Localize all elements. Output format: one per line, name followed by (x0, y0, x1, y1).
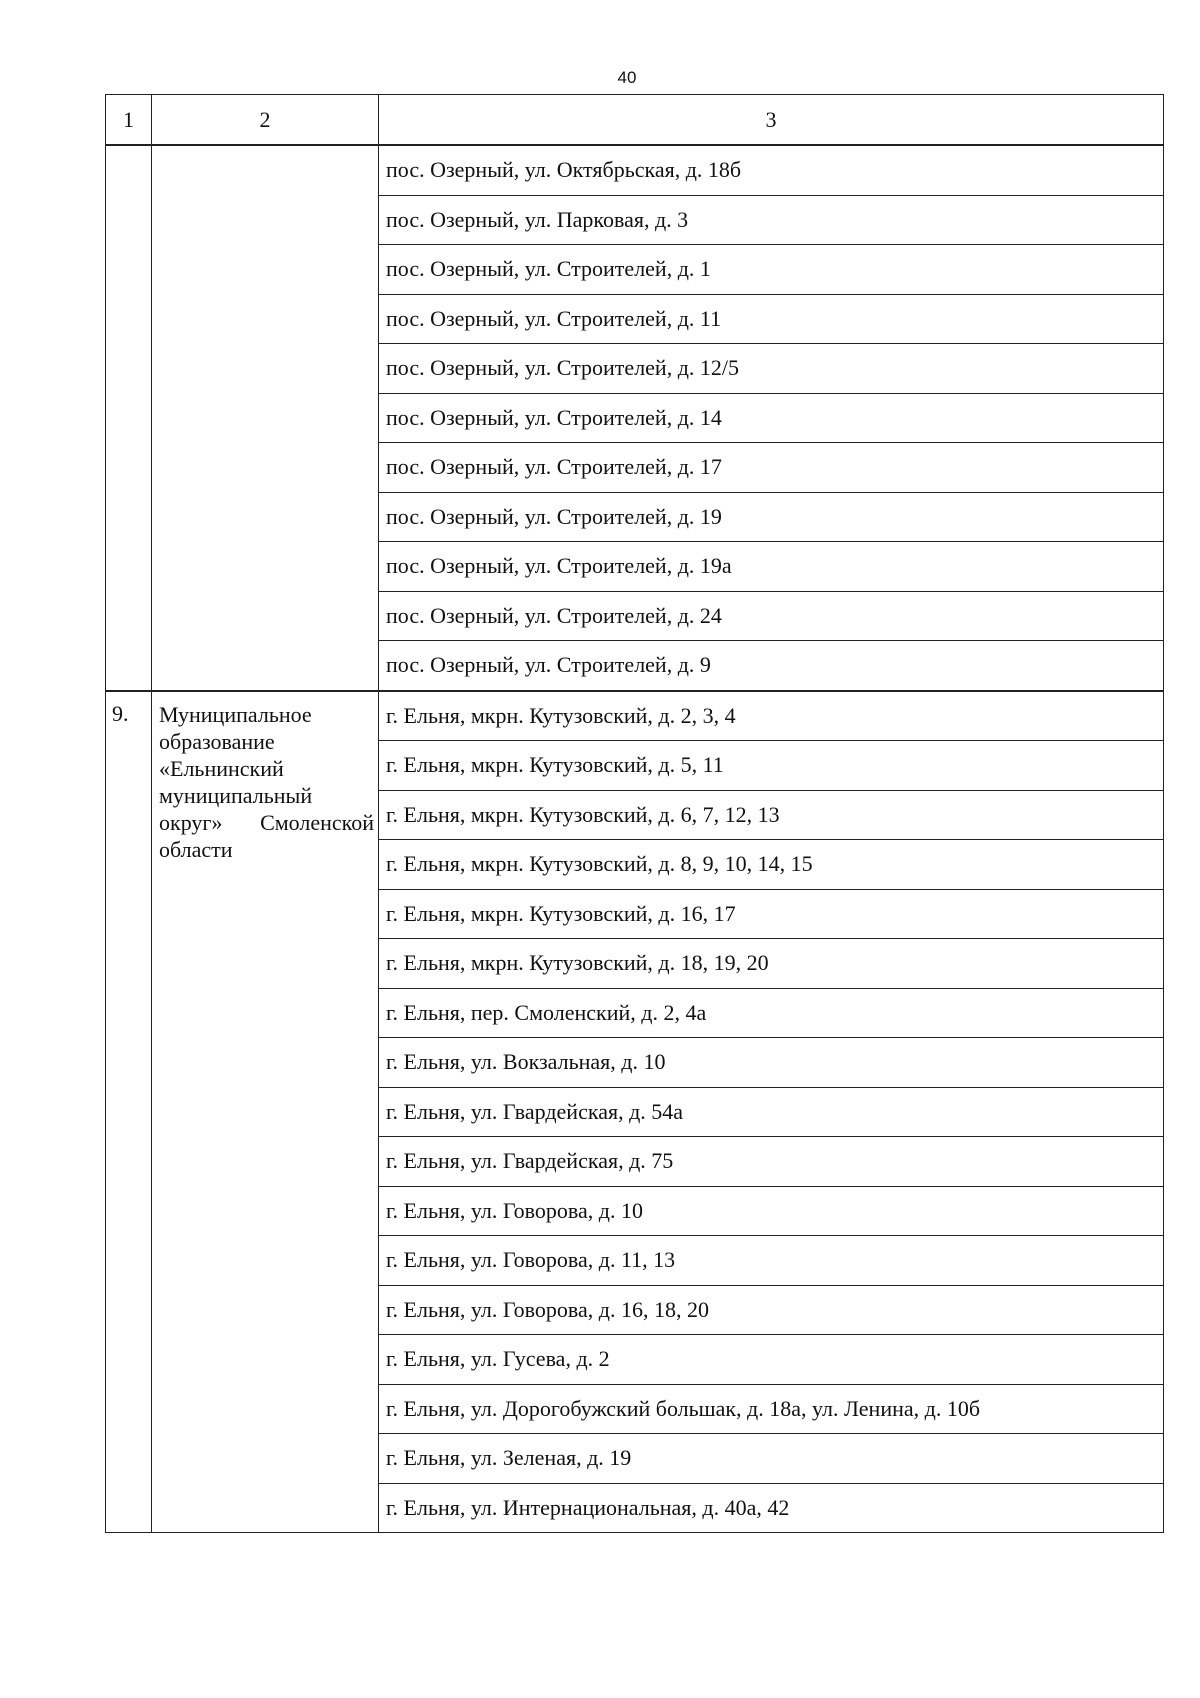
address-cell: пос. Озерный, ул. Строителей, д. 17 (379, 443, 1164, 493)
table-header (106, 95, 1164, 146)
address-cell: пос. Озерный, ул. Строителей, д. 1 (379, 245, 1164, 295)
row-number-cell: 9. (106, 691, 152, 1533)
address-cell: пос. Озерный, ул. Строителей, д. 12/5 (379, 344, 1164, 394)
address-cell: пос. Озерный, ул. Строителей, д. 11 (379, 294, 1164, 344)
address-cell: пос. Озерный, ул. Парковая, д. 3 (379, 195, 1164, 245)
address-cell: г. Ельня, мкрн. Кутузовский, д. 5, 11 (379, 741, 1164, 791)
table-row (106, 145, 1164, 195)
address-cell: пос. Озерный, ул. Строителей, д. 24 (379, 591, 1164, 641)
address-cell: г. Ельня, мкрн. Кутузовский, д. 16, 17 (379, 889, 1164, 939)
address-cell: г. Ельня, ул. Гусева, д. 2 (379, 1335, 1164, 1385)
address-cell: г. Ельня, ул. Гвардейская, д. 75 (379, 1137, 1164, 1187)
address-cell: г. Ельня, ул. Говорова, д. 16, 18, 20 (379, 1285, 1164, 1335)
header-row (106, 95, 1164, 146)
address-table (105, 94, 1164, 1533)
address-cell: г. Ельня, ул. Зеленая, д. 19 (379, 1434, 1164, 1484)
address-cell: г. Ельня, ул. Дорогобужский большак, д. 18а, ул. Ленина, д. 10б (379, 1384, 1164, 1434)
table-row (106, 691, 1164, 741)
address-cell: г. Ельня, ул. Гвардейская, д. 54а (379, 1087, 1164, 1137)
address-cell: пос. Озерный, ул. Строителей, д. 9 (379, 641, 1164, 691)
header-col-1: 1 (106, 95, 152, 146)
page-number: 40 (617, 68, 637, 87)
address-cell: г. Ельня, пер. Смоленский, д. 2, 4а (379, 988, 1164, 1038)
address-cell: г. Ельня, ул. Говорова, д. 10 (379, 1186, 1164, 1236)
address-cell: г. Ельня, мкрн. Кутузовский, д. 2, 3, 4 (379, 691, 1164, 741)
address-cell: пос. Озерный, ул. Строителей, д. 19а (379, 542, 1164, 592)
address-cell: г. Ельня, мкрн. Кутузовский, д. 6, 7, 12, 13 (379, 790, 1164, 840)
address-cell: пос. Озерный, ул. Строителей, д. 19 (379, 492, 1164, 542)
header-col-3: 3 (379, 95, 1164, 146)
municipality-name-cell (152, 145, 379, 691)
address-cell: г. Ельня, ул. Вокзальная, д. 10 (379, 1038, 1164, 1088)
address-cell: г. Ельня, мкрн. Кутузовский, д. 18, 19, 20 (379, 939, 1164, 989)
address-cell: г. Ельня, ул. Интернациональная, д. 40а, 42 (379, 1483, 1164, 1533)
address-cell: г. Ельня, мкрн. Кутузовский, д. 8, 9, 10, 14, 15 (379, 840, 1164, 890)
address-cell: пос. Озерный, ул. Октябрьская, д. 18б (379, 145, 1164, 195)
table-body (106, 145, 1164, 1533)
row-number-cell (106, 145, 152, 691)
address-cell: г. Ельня, ул. Говорова, д. 11, 13 (379, 1236, 1164, 1286)
municipality-name-cell: Муниципальное образование «Ельнинский муниципальный округ» Смоленской области (152, 691, 379, 1533)
header-col-2: 2 (152, 95, 379, 146)
address-cell: пос. Озерный, ул. Строителей, д. 14 (379, 393, 1164, 443)
